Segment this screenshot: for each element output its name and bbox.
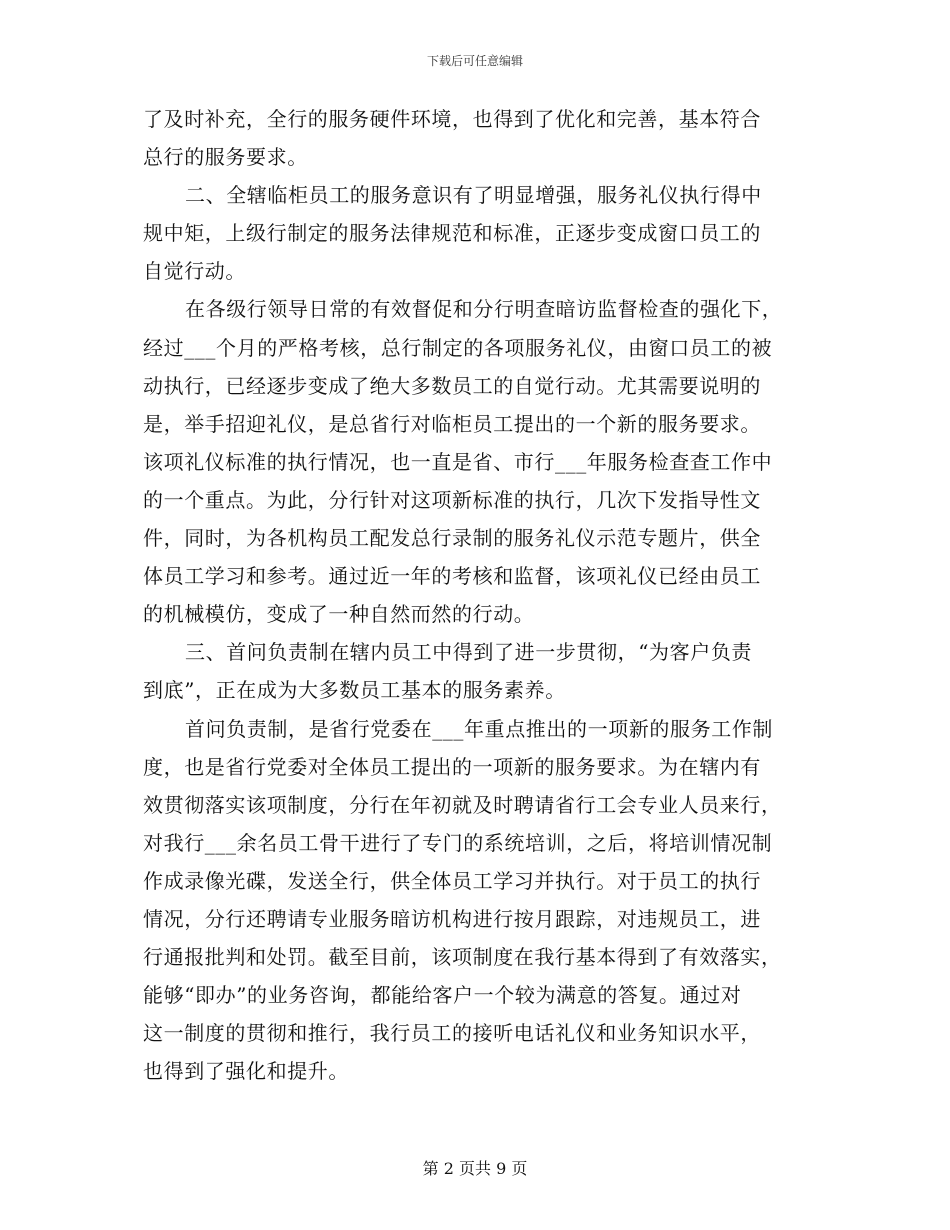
text-line: 自觉行动。: [143, 259, 246, 284]
text-line: 情况，分行还聘请专业服务暗访机构进行按月跟踪，对违规员工，进: [143, 906, 761, 931]
text-line: 规中矩，上级行制定的服务法律规范和标准，正逐步变成窗口员工的: [143, 221, 761, 246]
paragraph-1: [143, 100, 809, 176]
text-line: 二、全辖临柜员工的服务意识有了明显增强，服务礼仪执行得中: [185, 183, 762, 208]
paragraph-4: [143, 633, 809, 709]
text-line: 是，举手招迎礼仪，是总省行对临柜员工提出的一个新的服务要求。: [143, 411, 761, 436]
text-line: 该项礼仪标准的执行情况，也一直是省、市行___年服务检查查工作中: [143, 449, 773, 474]
text-line: 也得到了强化和提升。: [143, 1059, 349, 1084]
text-line: 首问负责制，是省行党委在___年重点推出的一项新的服务工作制: [185, 716, 773, 741]
text-line: 的机械模仿，变成了一种自然而然的行动。: [143, 602, 535, 627]
text-line: 了及时补充，全行的服务硬件环境，也得到了优化和完善，基本符合: [143, 107, 761, 131]
text-line: 总行的服务要求。: [143, 145, 308, 170]
paragraph-2: [143, 176, 809, 290]
text-line: 三、首问负责制在辖内员工中得到了进一步贯彻，“为客户负责: [185, 640, 753, 665]
text-line: 度，也是省行党委对全体员工提出的一项新的服务要求。为在辖内有: [143, 754, 761, 779]
text-line: 体员工学习和参考。通过近一年的考核和监督，该项礼仪已经由员工: [143, 564, 761, 589]
text-line: 经过___个月的严格考核，总行制定的各项服务礼仪，由窗口员工的被: [143, 335, 773, 360]
paragraph-3: [143, 290, 809, 633]
text-line: 对我行___余名员工骨干进行了专门的系统培训，之后，将培训情况制: [143, 830, 773, 855]
text-line: 这一制度的贯彻和推行，我行员工的接听电话礼仪和业务知识水平，: [143, 1021, 761, 1046]
text-line: 到底”，正在成为大多数员工基本的服务素养。: [143, 678, 566, 703]
text-line: 件，同时，为各机构员工配发总行录制的服务礼仪示范专题片，供全: [143, 526, 761, 551]
paragraph-5: [143, 710, 809, 1091]
text-line: 能够“即办”的业务咨询，都能给客户一个较为满意的答复。通过对: [143, 983, 742, 1008]
page-header: 下载后可任意编辑: [426, 54, 523, 68]
text-line: 行通报批判和处罚。截至目前，该项制度在我行基本得到了有效落实，: [143, 945, 782, 970]
text-line: 作成录像光碟，发送全行，供全体员工学习并执行。对于员工的执行: [143, 868, 761, 893]
text-line: 动执行，已经逐步变成了绝大多数员工的自觉行动。尤其需要说明的: [143, 373, 761, 398]
document-body: [143, 100, 809, 1090]
text-line: 效贯彻落实该项制度，分行在年初就及时聘请省行工会专业人员来行，: [143, 792, 782, 817]
text-line: 的一个重点。为此，分行针对这项新标准的执行，几次下发指导性文: [143, 487, 761, 512]
text-line: 在各级行领导日常的有效督促和分行明查暗访监督检查的强化下，: [185, 297, 783, 322]
page-number: 第 2 页共 9 页: [422, 1159, 528, 1178]
